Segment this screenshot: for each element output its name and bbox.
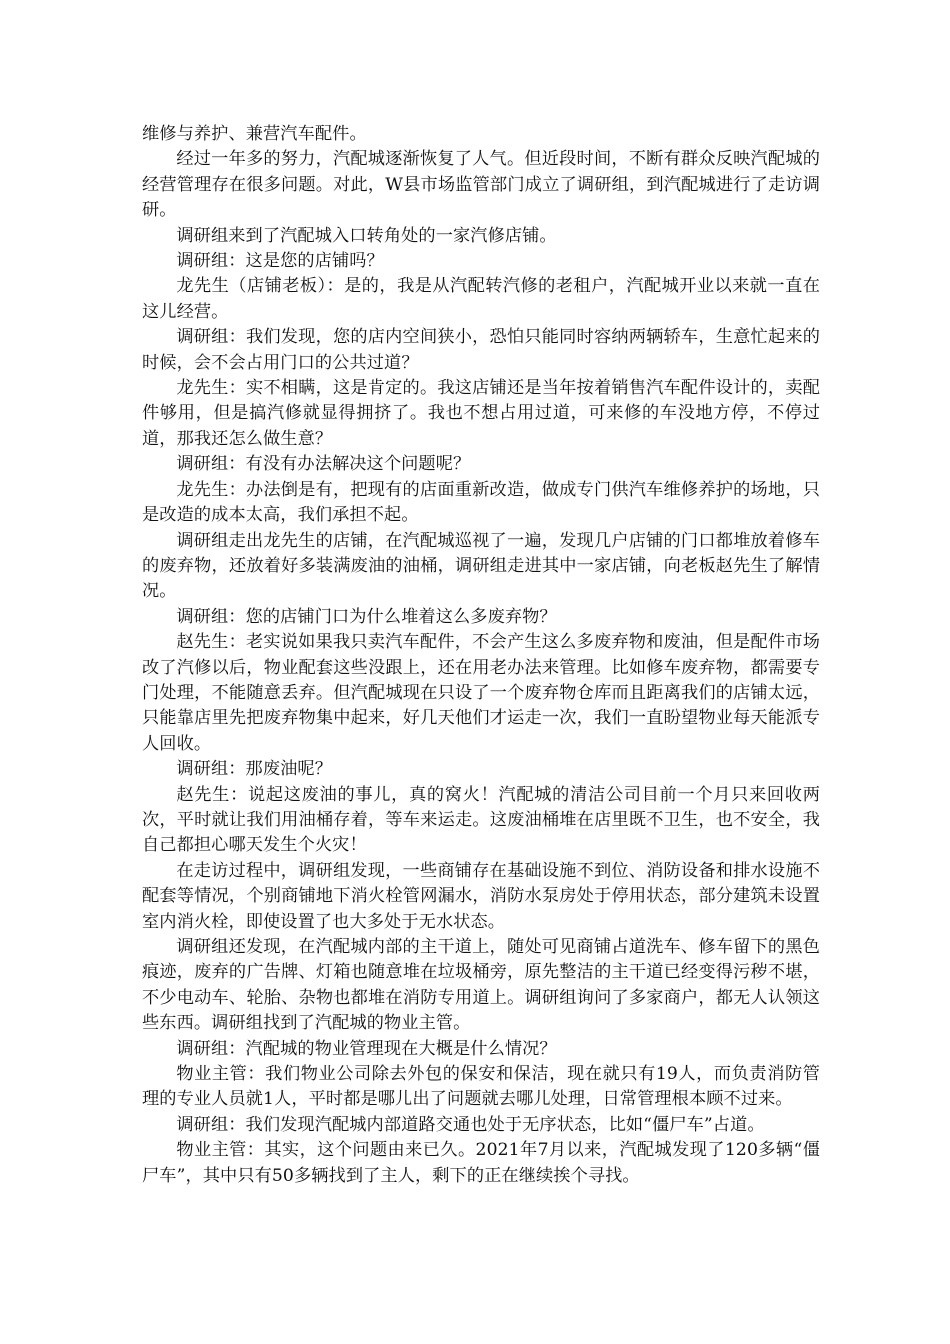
document-page	[142, 122, 820, 1189]
paragraph-14: 赵先生：说起这废油的事儿，真的窝火！汽配城的清洁公司目前一个月只来回收两次，平时就让我们用油桶存着，等车来运走。这废油桶堆在店里既不卫生，也不安全，我自己都担心哪天发生个火灾！	[142, 784, 820, 856]
paragraph-18: 物业主管：我们物业公司除去外包的保安和保洁，现在就只有19人，而负责消防管理的专业人员就1人，平时都是哪儿出了问题就去哪儿处理，日常管理根本顾不过来。	[142, 1064, 820, 1110]
paragraph-1: 维修与养护、兼营汽车配件。	[142, 124, 367, 144]
paragraph-6: 调研组：我们发现，您的店内空间狭小，恐怕只能同时容纳两辆轿车，生意忙起来的时候，会不会占用门口的公共过道？	[142, 327, 820, 373]
paragraph-3: 调研组来到了汽配城入口转角处的一家汽修店铺。	[176, 225, 557, 246]
paragraph-5: 龙先生（店铺老板）：是的，我是从汽配转汽修的老租户，汽配城开业以来就一直在这儿经营。	[142, 276, 820, 322]
paragraph-17: 调研组：汽配城的物业管理现在大概是什么情况？	[176, 1038, 557, 1059]
paragraph-10: 调研组走出龙先生的店铺，在汽配城巡视了一遍，发现几户店铺的门口都堆放着修车的废弃物，还放着好多装满废油的油桶，调研组走进其中一家店铺，向老板赵先生了解情况。	[142, 530, 820, 602]
paragraph-11: 调研组：您的店铺门口为什么堆着这么多废弃物？	[176, 606, 557, 627]
paragraph-8: 调研组：有没有办法解决这个问题呢？	[176, 454, 471, 475]
paragraph-19: 调研组：我们发现汽配城内部道路交通也处于无序状态，比如“僵尸车”占道。	[176, 1114, 765, 1135]
paragraph-2: 经过一年多的努力，汽配城逐渐恢复了人气。但近段时间，不断有群众反映汽配城的经营管理存在很多问题。对此，W县市场监管部门成立了调研组，到汽配城进行了走访调研。	[142, 149, 820, 221]
paragraph-9: 龙先生：办法倒是有，把现有的店面重新改造，做成专门供汽车维修养护的场地，只是改造的成本太高，我们承担不起。	[142, 479, 820, 526]
paragraph-4: 调研组：这是您的店铺吗？	[176, 251, 384, 272]
paragraph-7: 龙先生：实不相瞒，这是肯定的。我这店铺还是当年按着销售汽车配件设计的，卖配件够用，但是搞汽修就显得拥挤了。我也不想占用过道，可来修的车没地方停，不停过道，那我还怎么做生意？	[142, 378, 820, 449]
paragraph-15: 在走访过程中，调研组发现，一些商铺存在基础设施不到位、消防设备和排水设施不配套等情况，个别商铺地下消火栓管网漏水，消防水泵房处于停用状态，部分建筑未设置室内消火栓，即使设置了也大多处于无水状态。	[142, 860, 820, 932]
paragraph-13: 调研组：那废油呢？	[176, 759, 332, 780]
paragraph-20: 物业主管：其实，这个问题由来已久。2021年7月以来，汽配城发现了120多辆“僵尸车”，其中只有50多辆找到了主人，剩下的正在继续挨个寻找。	[142, 1140, 820, 1186]
paragraph-12: 赵先生：老实说如果我只卖汽车配件，不会产生这么多废弃物和废油，但是配件市场改了汽修以后，物业配套这些没跟上，还在用老办法来管理。比如修车废弃物，都需要专门处理，不能随意丢弃。但汽配城现在只设了一个废弃物仓库而且距离我们的店铺太远，只能靠店里先把废弃物集中起来，好几天他们才运走一次，我们一直盼望物业每天能派专人回收。	[142, 632, 820, 754]
paragraph-16: 调研组还发现，在汽配城内部的主干道上，随处可见商铺占道洗车、修车留下的黑色痕迹，废弃的广告牌、灯箱也随意堆在垃圾桶旁，原先整洁的主干道已经变得污秽不堪，不少电动车、轮胎、杂物也都堆在消防专用道上。调研组询问了多家商户，都无人认领这些东西。调研组找到了汽配城的物业主管。	[142, 937, 820, 1034]
